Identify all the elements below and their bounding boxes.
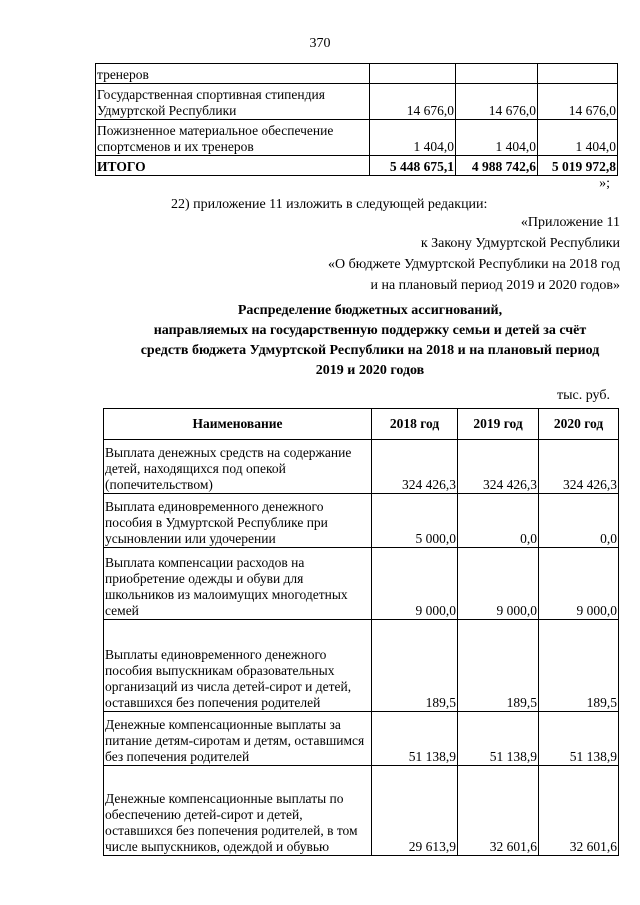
row-name: Государственная спортивная стипендия Удмуртской Республики: [96, 84, 370, 120]
value-2020: 324 426,3: [539, 440, 619, 494]
appendix-header: [328, 212, 620, 296]
row-name: Выплата денежных средств на содержание детей, находящихся под опекой (попечительством): [104, 440, 372, 494]
value-2020: 32 601,6: [539, 766, 619, 856]
value-2020: 1 404,0: [538, 120, 618, 156]
value-2018: 14 676,0: [370, 84, 456, 120]
value-2018: [370, 64, 456, 84]
allocation-table: [103, 408, 619, 856]
total-label: ИТОГО: [96, 156, 370, 176]
header-2018: 2018 год: [372, 409, 458, 440]
appendix-line: «Приложение 11: [520, 215, 620, 230]
row-name: Выплата компенсации расходов на приобретение одежды и обуви для школьников из малоимущих многодетных семей: [104, 548, 372, 620]
header-2019: 2019 год: [458, 409, 539, 440]
value-2018: 29 613,9: [372, 766, 458, 856]
appendix-line: и на плановый период 2019 и 2020 годов»: [370, 278, 620, 293]
value-2020: 0,0: [539, 494, 619, 548]
total-2018: 5 448 675,1: [370, 156, 456, 176]
table-row: [104, 548, 619, 620]
row-name: Пожизненное материальное обеспечение спортсменов и их тренеров: [96, 120, 370, 156]
header-2020: 2020 год: [539, 409, 619, 440]
table-row: [104, 494, 619, 548]
value-2020: [538, 64, 618, 84]
total-row: [96, 156, 618, 176]
value-2019: 14 676,0: [456, 84, 538, 120]
total-2020: 5 019 972,8: [538, 156, 618, 176]
value-2018: 324 426,3: [372, 440, 458, 494]
row-name: Денежные компенсационные выплаты по обеспечению детей-сирот и детей, оставшихся без попечения родителей, в том числе выпускников, одеждой и обувью: [104, 766, 372, 856]
table-row: [96, 84, 618, 120]
title-line: средств бюджета Удмуртской Республики на 2018 и на плановый период: [140, 343, 600, 358]
row-name: тренеров: [96, 64, 370, 84]
value-2020: 189,5: [539, 620, 619, 712]
table-header-row: [104, 409, 619, 440]
amendment-paragraph: 22) приложение 11 изложить в следующей редакции:: [171, 197, 488, 212]
table-row: [96, 64, 618, 84]
value-2018: 51 138,9: [372, 712, 458, 766]
value-2019: 324 426,3: [458, 440, 539, 494]
header-name: Наименование: [104, 409, 372, 440]
value-2018: 1 404,0: [370, 120, 456, 156]
previous-table-continuation: [95, 63, 618, 176]
value-2019: 189,5: [458, 620, 539, 712]
value-2019: 9 000,0: [458, 548, 539, 620]
value-2019: 0,0: [458, 494, 539, 548]
appendix-line: «О бюджете Удмуртской Республики на 2018 год: [327, 257, 620, 272]
table-row: [104, 712, 619, 766]
row-name: Выплата единовременного денежного пособия в Удмуртской Республике при усыновлении или удочерении: [104, 494, 372, 548]
unit-label: тыс. руб.: [557, 388, 610, 403]
value-2019: 51 138,9: [458, 712, 539, 766]
value-2018: 9 000,0: [372, 548, 458, 620]
table-row: [96, 120, 618, 156]
row-name: Денежные компенсационные выплаты за питание детям-сиротам и детям, оставшимся без попечения родителей: [104, 712, 372, 766]
page-number: 370: [309, 36, 331, 51]
value-2019: 32 601,6: [458, 766, 539, 856]
table-row: [104, 766, 619, 856]
value-2018: 5 000,0: [372, 494, 458, 548]
value-2019: [456, 64, 538, 84]
table-row: [104, 620, 619, 712]
value-2018: 189,5: [372, 620, 458, 712]
value-2019: 1 404,0: [456, 120, 538, 156]
appendix-line: к Закону Удмуртской Республики: [420, 236, 620, 251]
row-name: Выплаты единовременного денежного пособия выпускникам образовательных организаций из числа детей-сирот и детей, оставшихся без попечения родителей: [104, 620, 372, 712]
title-line: 2019 и 2020 годов: [315, 363, 425, 378]
title-line: Распределение бюджетных ассигнований,: [237, 303, 503, 318]
table-row: [104, 440, 619, 494]
value-2020: 14 676,0: [538, 84, 618, 120]
total-2019: 4 988 742,6: [456, 156, 538, 176]
document-title: [0, 301, 640, 381]
closing-quote: »;: [599, 176, 610, 191]
value-2020: 9 000,0: [539, 548, 619, 620]
value-2020: 51 138,9: [539, 712, 619, 766]
title-line: направляемых на государственную поддержку семьи и детей за счёт: [153, 323, 587, 338]
